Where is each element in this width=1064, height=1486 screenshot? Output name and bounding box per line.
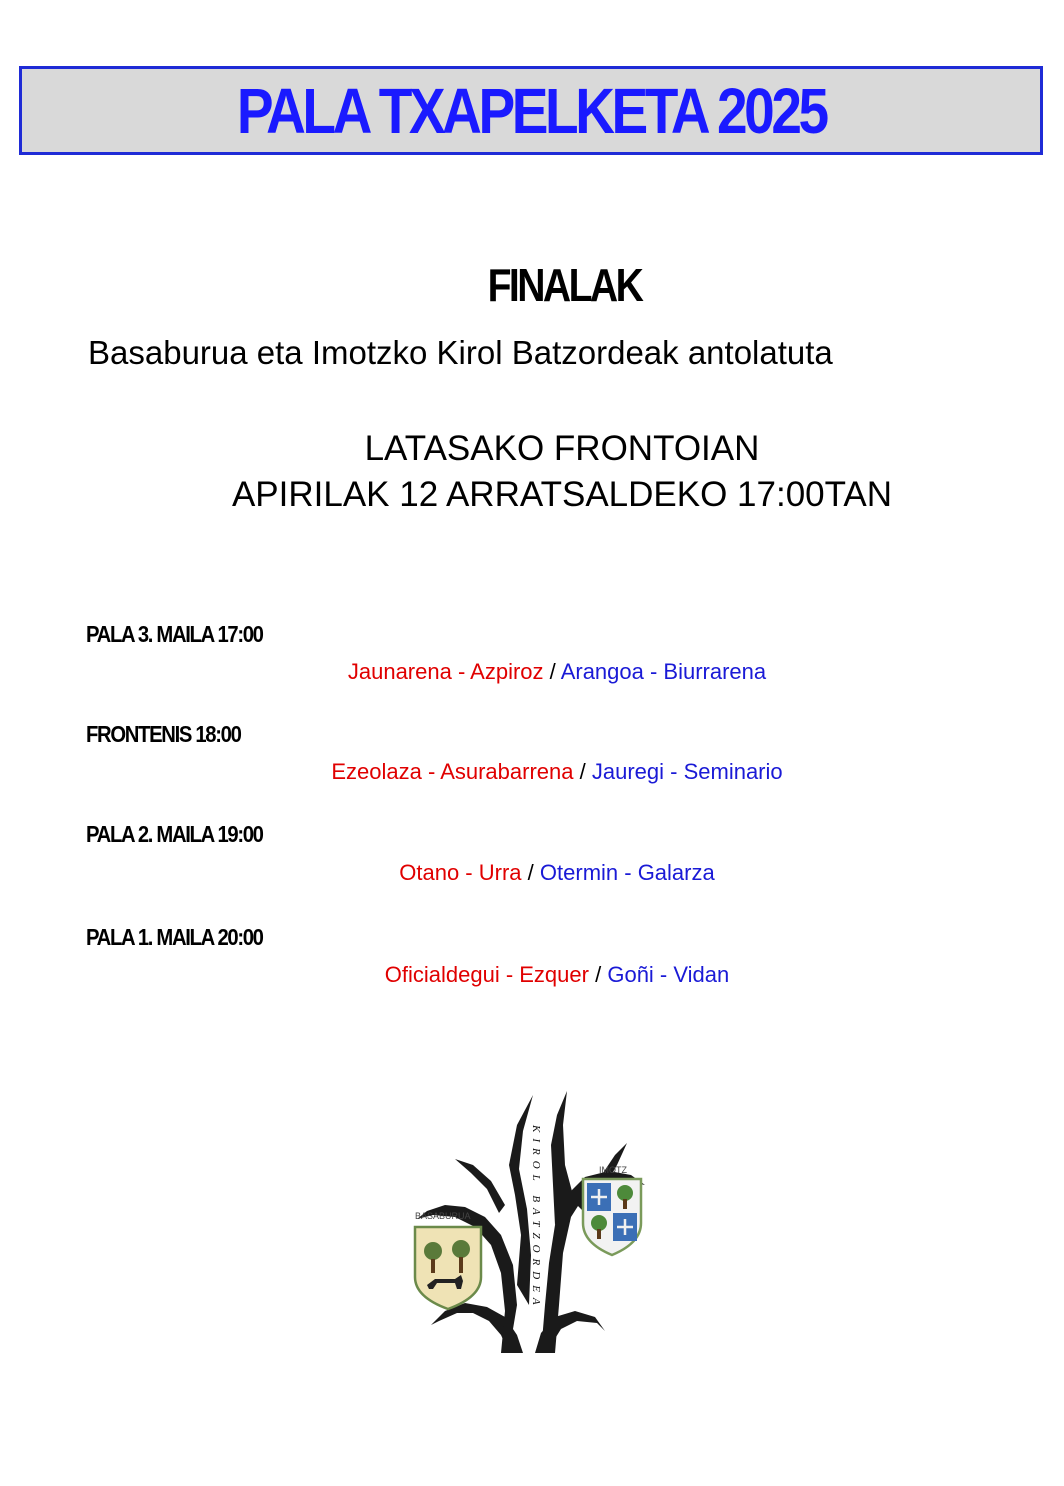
logo-left-label: BASABURUA: [415, 1211, 471, 1221]
team-separator: /: [527, 860, 534, 885]
finals-heading: [0, 258, 1064, 312]
page-title: PALA TXAPELKETA 2025: [236, 74, 826, 147]
match-category-label: PALA 1. MAILA 20:00: [86, 924, 263, 950]
match-category-label: PALA 2. MAILA 19:00: [86, 821, 263, 847]
match-category: [86, 721, 262, 748]
logo-vertical-text: KIROL BATZORDEA: [530, 1125, 542, 1311]
kirol-batzordea-logo: [405, 1085, 655, 1360]
team-a: Ezeolaza - Asurabarrena: [331, 759, 574, 784]
logo-right-label: IMOTZ: [599, 1165, 627, 1175]
title-banner: [19, 66, 1043, 155]
match-category-label: PALA 3. MAILA 17:00: [86, 621, 263, 647]
match-pairing: [0, 659, 1064, 685]
team-b: Arangoa - Biurrarena: [560, 659, 767, 684]
team-b: Otermin - Galarza: [539, 860, 715, 885]
venue-datetime: APIRILAK 12 ARRATSALDEKO 17:00TAN: [231, 475, 893, 514]
team-b: Jauregi - Seminario: [591, 759, 783, 784]
match-pairing: [0, 759, 1064, 785]
team-separator: /: [549, 659, 556, 684]
team-a: Jaunarena - Azpiroz: [347, 659, 544, 684]
venue-location: LATASAKO FRONTOIAN: [364, 429, 760, 468]
team-b: Goñi - Vidan: [607, 962, 730, 987]
team-separator: /: [595, 962, 602, 987]
finals-heading-text: FINALAK: [487, 259, 642, 311]
match-category: [86, 621, 287, 648]
organizers-text: Basaburua eta Imotzko Kirol Batzordeak antolatuta: [88, 334, 833, 371]
match-pairing: [0, 860, 1064, 886]
match-category: [86, 821, 287, 848]
match-pairing: [0, 962, 1064, 988]
team-a: Oficialdegui - Ezquer: [384, 962, 589, 987]
team-separator: /: [579, 759, 586, 784]
venue-block: [0, 426, 1064, 518]
team-a: Otano - Urra: [399, 860, 522, 885]
match-category-label: FRONTENIS 18:00: [86, 721, 241, 747]
match-category: [86, 924, 287, 951]
